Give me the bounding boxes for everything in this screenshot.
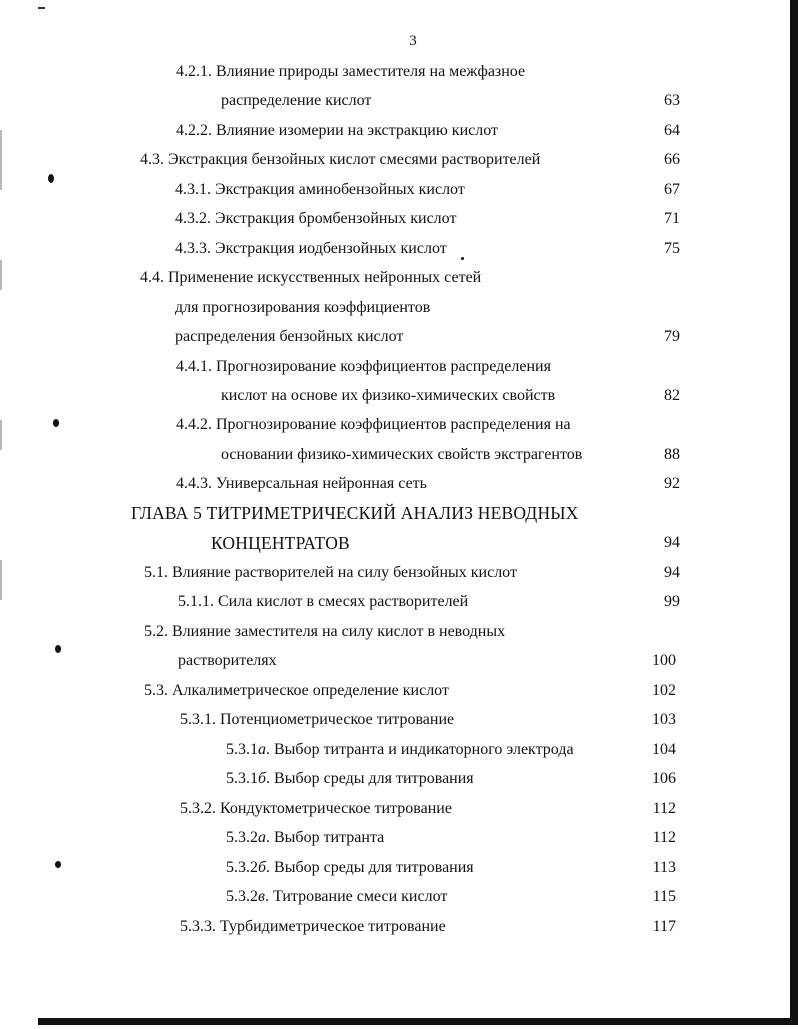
toc-entry-page: 112: [652, 800, 676, 817]
toc-entry-number: 5.3.2: [226, 859, 258, 876]
toc-entry-title: 4.4.2. Прогнозирование коэффициентов распределения на: [176, 416, 571, 433]
toc-entry-title: 5.3.2. Кондуктометрическое титрование: [180, 800, 452, 817]
toc-entry-page: 106: [652, 770, 676, 787]
toc-entry-page: 117: [652, 918, 676, 935]
scan-mark: [38, 7, 45, 9]
toc-entry-title: 4.4.1. Прогнозирование коэффициентов распределения: [176, 358, 551, 375]
scan-edge: [0, 420, 2, 450]
toc-entry-letter: б: [258, 859, 267, 876]
toc-entry-title: кислот на основе их физико-химических свойств: [221, 387, 556, 404]
toc-entry-page: 103: [652, 711, 676, 728]
toc-entry-page: 94: [664, 564, 680, 581]
toc-entry-page: 102: [652, 682, 676, 699]
toc-entry-title: растворителях: [178, 652, 277, 669]
toc-entry-title: 5.3. Алкалиметрическое определение кислот: [144, 682, 449, 699]
toc-entry-title: распределения бензойных кислот: [175, 328, 404, 345]
toc-entry-title: основании физико-химических свойств экстрагентов: [221, 446, 583, 463]
scan-speck: [55, 861, 61, 868]
toc-entry-title: 5.3.3. Турбидиметрическое титрование: [180, 918, 446, 935]
toc-entry-letter: в: [258, 888, 265, 905]
toc-entry-page: 88: [664, 446, 680, 463]
toc-entry-page: 99: [664, 593, 680, 610]
toc-entry-title: распределение кислот: [221, 92, 372, 109]
toc-entry-page: 112: [652, 829, 676, 846]
toc-entry-page: 75: [664, 240, 680, 257]
toc-entry-text: . Титрование смеси кислот: [264, 888, 448, 905]
toc-entry-page: 94: [664, 534, 680, 551]
toc-entry-title: 4.2.2. Влияние изомерии на экстракцию кислот: [176, 122, 498, 139]
toc-entry-page: 104: [652, 741, 676, 758]
scan-speck: [55, 645, 61, 653]
scan-edge: [0, 260, 2, 290]
toc-entry-page: 92: [664, 475, 680, 492]
toc-entry-letter: б: [258, 770, 267, 787]
toc-entry-number: 5.3.1: [226, 741, 258, 758]
scan-edge: [0, 560, 2, 600]
toc-entry-title: для прогнозирования коэффициентов: [175, 299, 431, 316]
toc-entry-title: 5.1.1. Сила кислот в смесях растворителей: [178, 593, 469, 610]
toc-entry-page: 66: [664, 151, 680, 168]
toc-entry-title: 4.4.3. Универсальная нейронная сеть: [176, 475, 427, 492]
toc-entry-title: 5.3.1. Потенциометрическое титрование: [180, 711, 455, 728]
chapter-heading: КОНЦЕНТРАТОВ: [211, 533, 350, 553]
toc-entry-page: 64: [664, 122, 680, 139]
toc-entry-title: [226, 828, 384, 848]
scan-border-right: [790, 0, 798, 1025]
toc-entry-number: 5.3.2: [226, 829, 258, 846]
scan-edge: [0, 130, 2, 190]
toc-entry-text: . Выбор среды для титрования: [266, 859, 474, 876]
toc-entry-title: 4.3.3. Экстракция иодбензойных кислот: [175, 240, 447, 257]
toc-entry-letter: а: [258, 829, 266, 846]
toc-entry-title: 4.4. Применение искусственных нейронных сетей: [140, 269, 482, 286]
toc-entry-page: 71: [664, 210, 680, 227]
toc-entry-title: 5.1. Влияние растворителей на силу бензойных кислот: [144, 564, 517, 581]
toc-entry-page: 100: [652, 652, 676, 669]
scan-speck: [53, 419, 59, 427]
toc-entry-text: . Выбор титранта: [266, 829, 385, 846]
toc-entry-title: 4.3. Экстракция бензойных кислот смесями растворителей: [140, 151, 541, 168]
toc-entry-title: [226, 887, 447, 907]
toc-entry-number: 5.3.2: [226, 888, 258, 905]
page-number: 3: [409, 33, 417, 49]
toc-entry-title: [226, 740, 574, 760]
toc-entry-letter: а: [258, 741, 266, 758]
scan-speck: [48, 174, 54, 183]
toc-entry-title: 4.3.1. Экстракция аминобензойных кислот: [175, 181, 465, 198]
toc-entry-title: 4.3.2. Экстракция бромбензойных кислот: [175, 210, 457, 227]
toc-entry-page: 82: [664, 387, 680, 404]
toc-entry-page: 67: [664, 181, 680, 198]
scan-border-bottom: [38, 1018, 798, 1025]
chapter-heading: ГЛАВА 5 ТИТРИМЕТРИЧЕСКИЙ АНАЛИЗ НЕВОДНЫХ: [131, 503, 579, 523]
toc-entry-page: 63: [664, 92, 680, 109]
scan-speck: [461, 257, 464, 260]
toc-entry-page: 79: [664, 328, 680, 345]
toc-entry-title: [226, 769, 474, 789]
toc-entry-title: [226, 858, 474, 878]
toc-entry-title: 5.2. Влияние заместителя на силу кислот в неводных: [144, 623, 506, 640]
toc-entry-text: . Выбор среды для титрования: [266, 770, 474, 787]
toc-entry-number: 5.3.1: [226, 770, 258, 787]
toc-entry-page: 115: [652, 888, 676, 905]
toc-entry-text: . Выбор титранта и индикаторного электрода: [266, 741, 574, 758]
toc-entry-page: 113: [652, 859, 676, 876]
toc-entry-title: 4.2.1. Влияние природы заместителя на межфазное: [176, 63, 526, 80]
